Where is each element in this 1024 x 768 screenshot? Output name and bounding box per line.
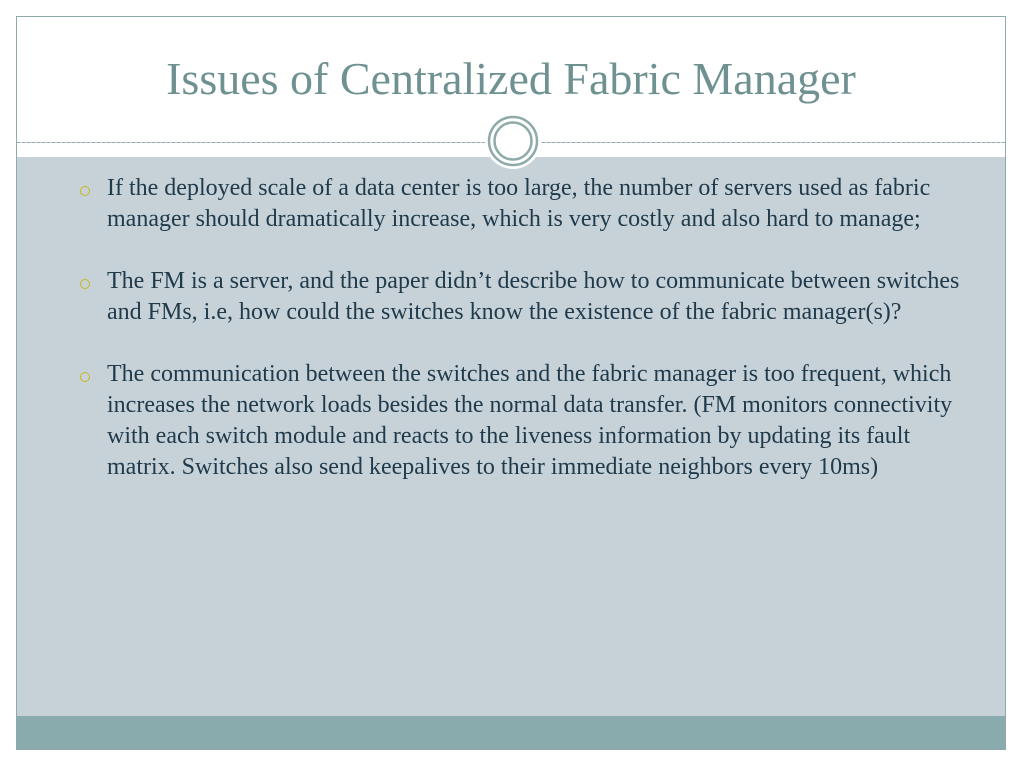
hollow-circle-bullet-icon (80, 372, 90, 382)
double-ring-ornament-icon (485, 113, 541, 169)
bullet-item (73, 266, 973, 328)
footer-bar (17, 716, 1005, 749)
slide-frame (16, 16, 1006, 750)
bullet-item (73, 359, 973, 483)
bullet-list (73, 173, 973, 514)
bullet-text: The FM is a server, and the paper didn’t describe how to communicate between switches and FMs, i.e, how could the switches know the existence of the fabric manager(s)? (107, 268, 960, 325)
slide-title: Issues of Centralized Fabric Manager (166, 53, 856, 104)
hollow-circle-bullet-icon (80, 186, 90, 196)
bullet-text: The communication between the switches and the fabric manager is too frequent, which increases the network loads besides the normal data transfer. (FM monitors connectivity with each switch module and reacts to the liveness information by updating its fault matrix. Switches also send keepalives to their immediate neighbors every 10ms) (107, 361, 953, 480)
hollow-circle-bullet-icon (80, 279, 90, 289)
bullet-text: If the deployed scale of a data center is too large, the number of servers used as fabric manager should dramatically increase, which is very costly and also hard to manage; (107, 175, 931, 232)
bullet-item (73, 173, 973, 235)
